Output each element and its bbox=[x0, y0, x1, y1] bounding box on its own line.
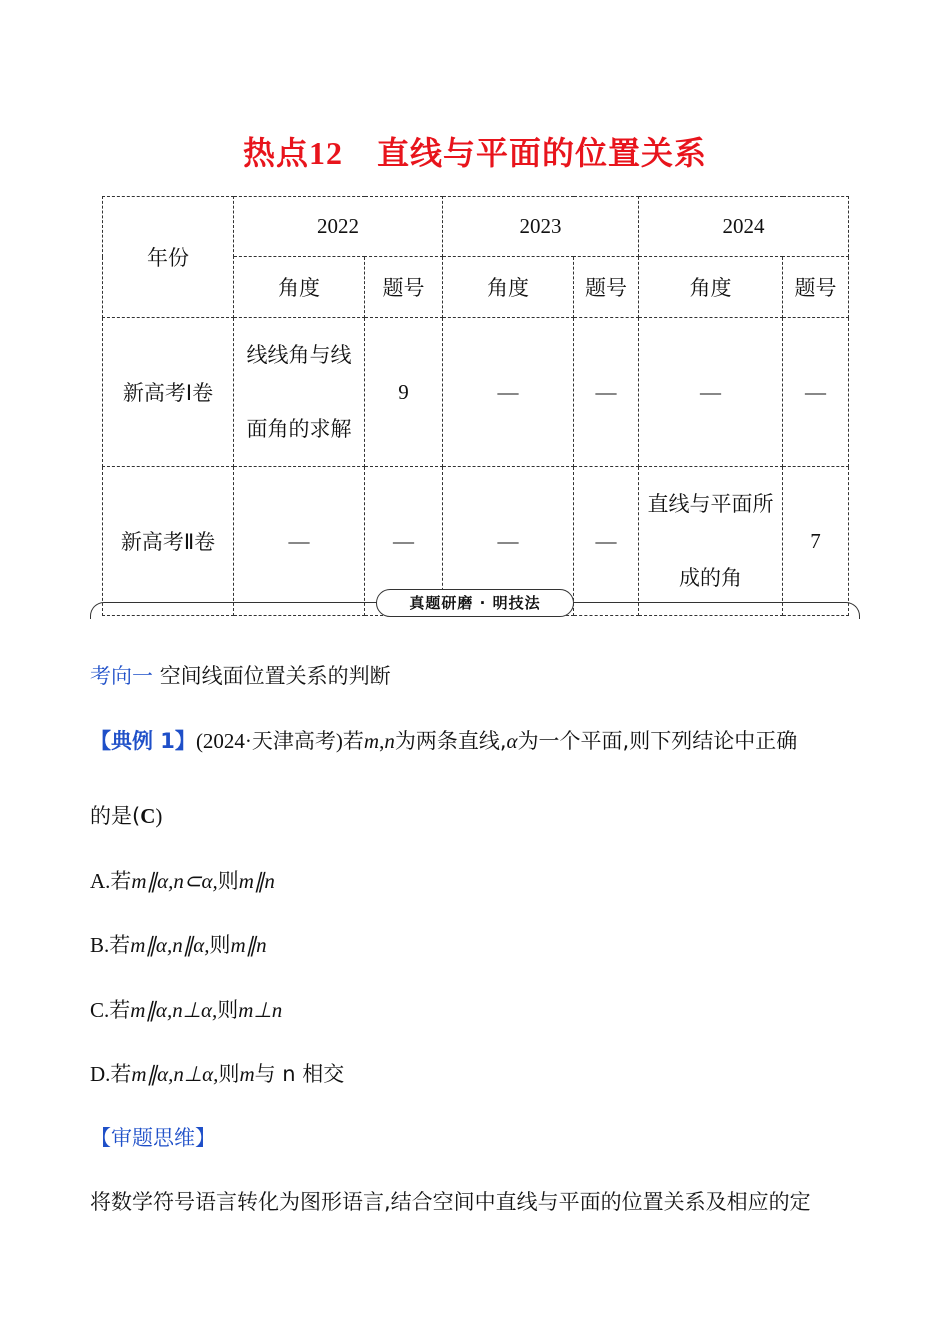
example-source: (2024·天津高考) bbox=[195, 729, 343, 753]
angle-line-2: 成的角 bbox=[679, 566, 742, 590]
option-expression: m∥α,n⊥α, bbox=[131, 1062, 219, 1086]
col-number-2022: 题号 bbox=[365, 257, 443, 318]
option-text: 则 bbox=[218, 1062, 240, 1086]
title-number: 12 bbox=[309, 135, 343, 171]
title-text: 直线与平面的位置关系 bbox=[377, 134, 708, 172]
exam-info-table bbox=[102, 196, 849, 616]
table-row bbox=[103, 318, 849, 467]
angle-cell: — bbox=[639, 318, 783, 467]
review-tag: 【审题思维】 bbox=[90, 1126, 216, 1150]
option-b bbox=[90, 929, 267, 959]
col-number-2023: 题号 bbox=[574, 257, 639, 318]
option-a bbox=[90, 865, 275, 895]
number-cell: — bbox=[574, 467, 639, 616]
number-cell: 7 bbox=[783, 467, 849, 616]
option-letter: A. bbox=[90, 869, 111, 893]
question-text: 为一个平面,则下列结论中正确 bbox=[517, 729, 798, 753]
option-text: 与 n 相交 bbox=[254, 1062, 345, 1086]
question-text: 若 bbox=[342, 729, 364, 753]
comma: , bbox=[379, 729, 385, 753]
option-c bbox=[90, 994, 282, 1024]
angle-line-2: 面角的求解 bbox=[246, 417, 352, 441]
option-letter: C. bbox=[90, 998, 110, 1022]
option-d bbox=[90, 1058, 344, 1088]
var-alpha: α bbox=[506, 729, 518, 753]
option-expression: m∥α,n⊥α, bbox=[130, 998, 218, 1022]
col-number-2024: 题号 bbox=[783, 257, 849, 318]
col-angle-2022: 角度 bbox=[234, 257, 365, 318]
option-letter: B. bbox=[90, 933, 110, 957]
col-angle-2023: 角度 bbox=[443, 257, 574, 318]
table-row bbox=[103, 197, 849, 257]
example-question-line-2 bbox=[90, 800, 162, 830]
question-text: 的是( bbox=[90, 804, 141, 828]
row-label: 新高考Ⅱ卷 bbox=[103, 467, 234, 616]
question-text: 为两条直线, bbox=[394, 729, 507, 753]
year-2024-header: 2024 bbox=[639, 197, 849, 257]
angle-cell: — bbox=[443, 318, 574, 467]
option-expression: m∥α,n∥α, bbox=[130, 933, 210, 957]
option-expression: m bbox=[239, 1062, 255, 1086]
option-text: 则 bbox=[209, 933, 231, 957]
answer: C bbox=[140, 804, 156, 828]
option-text: 若 bbox=[109, 998, 131, 1022]
number-cell: — bbox=[783, 318, 849, 467]
section-heading bbox=[90, 660, 391, 690]
option-expression: m⊥n bbox=[238, 998, 283, 1022]
angle-cell bbox=[234, 318, 365, 467]
option-text: 则 bbox=[217, 998, 239, 1022]
var-n: n bbox=[384, 729, 395, 753]
row-label: 新高考Ⅰ卷 bbox=[103, 318, 234, 467]
number-cell: 9 bbox=[365, 318, 443, 467]
angle-line-1: 线线角与线 bbox=[246, 343, 352, 367]
section-text: 空间线面位置关系的判断 bbox=[159, 664, 391, 688]
review-text: 将数学符号语言转化为图形语言,结合空间中直线与平面的位置关系及相应的定 bbox=[90, 1190, 811, 1214]
option-text: 若 bbox=[109, 933, 131, 957]
year-2022-header: 2022 bbox=[234, 197, 443, 257]
col-angle-2024: 角度 bbox=[639, 257, 783, 318]
option-text: 若 bbox=[110, 869, 132, 893]
section-label: 考向一 bbox=[90, 664, 153, 688]
option-text: 若 bbox=[110, 1062, 132, 1086]
row-header-cell: 年份 bbox=[103, 197, 234, 318]
angle-cell: — bbox=[234, 467, 365, 616]
angle-line-1: 直线与平面所 bbox=[647, 492, 774, 516]
number-cell: — bbox=[574, 318, 639, 467]
option-letter: D. bbox=[90, 1062, 111, 1086]
var-m: m bbox=[363, 729, 380, 753]
angle-cell: — bbox=[443, 467, 574, 616]
number-cell: — bbox=[365, 467, 443, 616]
title-prefix: 热点 bbox=[242, 134, 309, 172]
section-banner bbox=[90, 588, 860, 620]
option-expression: m∥n bbox=[238, 869, 275, 893]
example-question-line-1 bbox=[90, 725, 797, 755]
option-text: 则 bbox=[217, 869, 239, 893]
page-title bbox=[0, 128, 950, 174]
question-text: ) bbox=[155, 804, 163, 828]
example-tag: 【典例 1】 bbox=[90, 729, 196, 753]
option-expression: m∥α,n⊂α, bbox=[131, 869, 218, 893]
banner-label: 真题研磨 · 明技法 bbox=[376, 589, 574, 617]
year-2023-header: 2023 bbox=[443, 197, 639, 257]
option-expression: m∥n bbox=[230, 933, 267, 957]
